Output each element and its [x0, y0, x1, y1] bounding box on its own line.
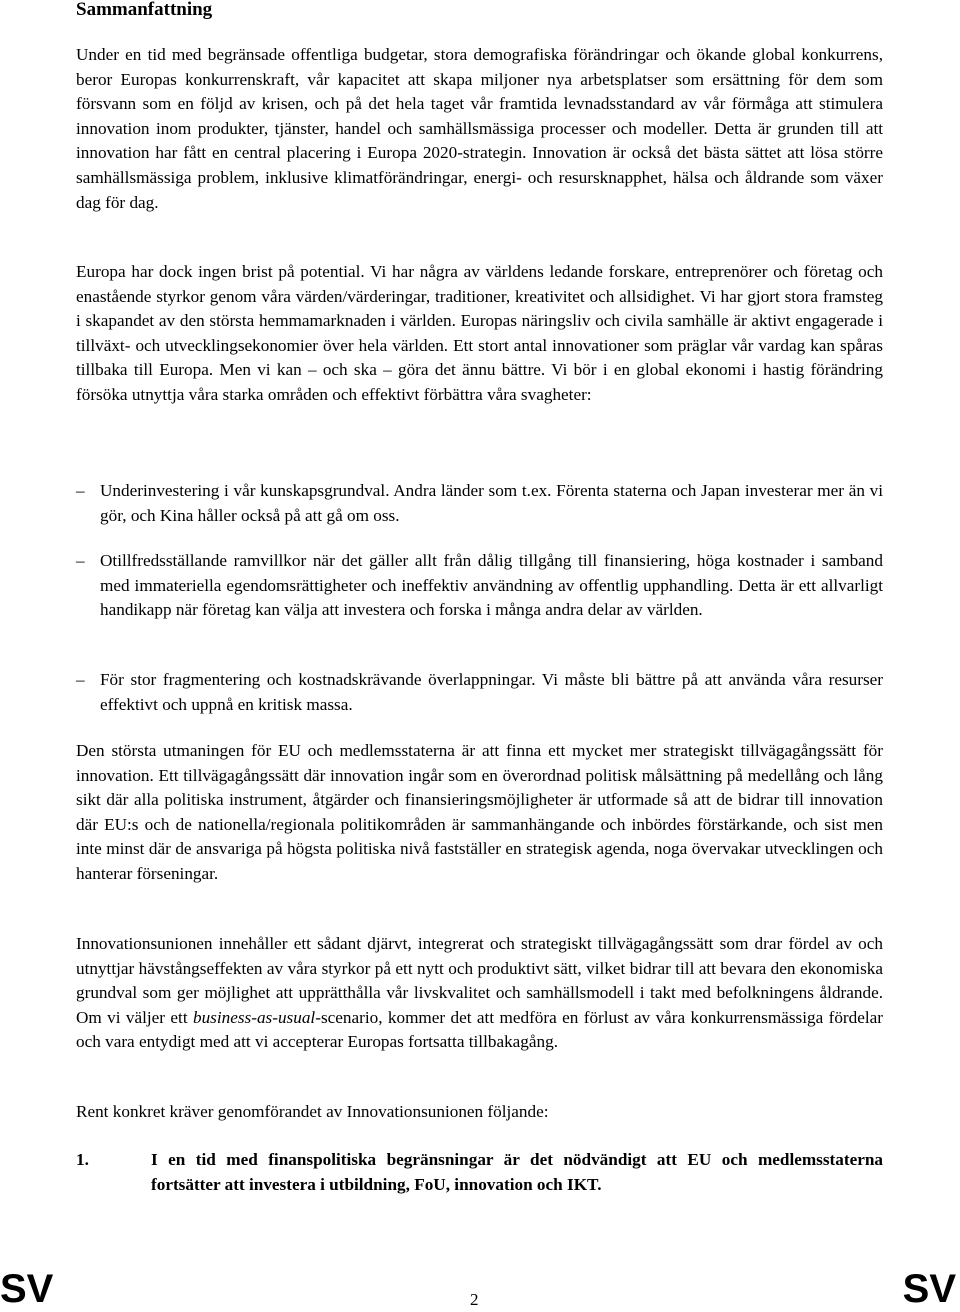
paragraph-4-italic-term: business-as-usual	[192, 1007, 316, 1027]
dash-item-text: Underinvestering i vår kunskapsgrundval. Andra länder som t.ex. Förenta staterna och Japan investerar mer än vi gör, och Kina håller också på att gå om oss.	[100, 481, 883, 525]
page-number: 2	[470, 1290, 479, 1309]
numbered-item-text: I en tid med finanspolitiska begränsningar är det nödvändigt att EU och medlemsstaterna fortsätter att investera i utbildning, FoU, innovation och IKT.	[151, 1150, 883, 1194]
dash-item-text: För stor fragmentering och kostnadskrävande överlappningar. Vi måste bli bättre på att använda våra resurser effektivt och uppnå en kritisk massa.	[100, 670, 883, 714]
dash-marker: –	[76, 551, 85, 570]
numbered-list-item	[76, 1148, 883, 1197]
paragraph-1: Under en tid med begränsade offentliga budgetar, stora demografiska förändringar och ökande global konkurrens, beror Europas konkurrenskraft, vår kapacitet att skapa miljoner nya arbetsplatser som ersättning för dem som försvann som en följd av krisen, och på det hela taget vår framtida levnadsstandard av vår förmåga att stimulera innovation inom produkter, tjänster, handel och samhällsmässiga processer och modeller. Detta är grunden till att innovation har fått en central placering i Europa 2020-strategin. Innovation är också det bästa sättet att lösa större samhällsmässiga problem, inklusive klimatförändringar, energi- och resursknapphet, hälsa och åldrande som växer dag för dag.	[76, 45, 883, 212]
document-page	[76, 0, 883, 1194]
paragraph-4-text-after: -scenario, kommer det att medföra en förlust av våra konkurrensmässiga fördelar och vara entydigt med att vi accepterar Europas fortsatta tillbakagång.	[76, 1007, 883, 1052]
dash-list-item	[76, 479, 883, 528]
paragraph-2: Europa har dock ingen brist på potential. Vi har några av världens ledande forskare, entreprenörer och företag och enastående styrkor genom våra värden/värderingar, traditioner, kreativitet och allsidighet. Vi har gjort stora framsteg i skapandet av den största hemmamarknaden i världen. Europas näringsliv och civila samhälle är aktivt engagerade i tillväxt- och utvecklingsekonomier över hela världen. Ett stort antal innovationer som präglar vår vardag kan spåras tillbaka till Europa. Men vi kan – och ska – göra det ännu bättre. Vi bör i en global ekonomi i hastig förändring försöka utnyttja våra starka områden och effektivt förbättra våra svagheter:	[76, 262, 883, 404]
paragraph-3: Den största utmaningen för EU och medlemsstaterna är att finna ett mycket mer strategiskt tillvägagångssätt för innovation. Ett tillvägagångssätt där innovation ingår som en överordnad politisk målsättning på medellång och lång sikt där alla politiska instrument, åtgärder och finansieringsmöjligheter är utformade så att de bidrar till innovation där EU:s och de nationella/regionala politikområden är sammanhängande och inbördes förstärkande, och sist men inte minst där de ansvariga på högsta politiska nivå fastställer en strategisk agenda, noga övervakar utvecklingen och hanterar förseningar.	[76, 741, 883, 883]
paragraph-4-text-before: Innovationsunionen innehåller ett sådant djärvt, integrerat och strategiskt tillvägagångssätt som drar fördel av och utnyttjar hävstångseffekten av våra styrkor på ett nytt och produktivt sätt, vilket bidrar till att bevara den ekonomiska grundval som ger möjlighet att upprätthålla vår livskvalitet och samhällsmodell i takt med befolkningens åldrande. Om vi väljer ett	[76, 934, 883, 1027]
list-number: 1.	[76, 1150, 89, 1169]
paragraph-4	[76, 932, 883, 1055]
section-heading: Sammanfattning	[76, 0, 213, 20]
dash-list-item	[76, 668, 883, 717]
dash-item-text: Otillfredsställande ramvillkor när det gäller allt från dålig tillgång till finansiering, höga kostnader i samband med immateriella egendomsrättigheter och ineffektiv användning av offentlig upphandling. Detta är ett allvarligt handikapp när företag kan välja att investera och forska i många andra delar av världen.	[100, 551, 883, 620]
footer-language-right: SV	[902, 1267, 956, 1311]
footer-language-left: SV	[0, 1267, 54, 1311]
dash-marker: –	[76, 481, 85, 500]
paragraph-5: Rent konkret kräver genomförandet av Innovationsunionen följande:	[76, 1102, 549, 1121]
dash-marker: –	[76, 670, 85, 689]
dash-list-item	[76, 549, 883, 623]
